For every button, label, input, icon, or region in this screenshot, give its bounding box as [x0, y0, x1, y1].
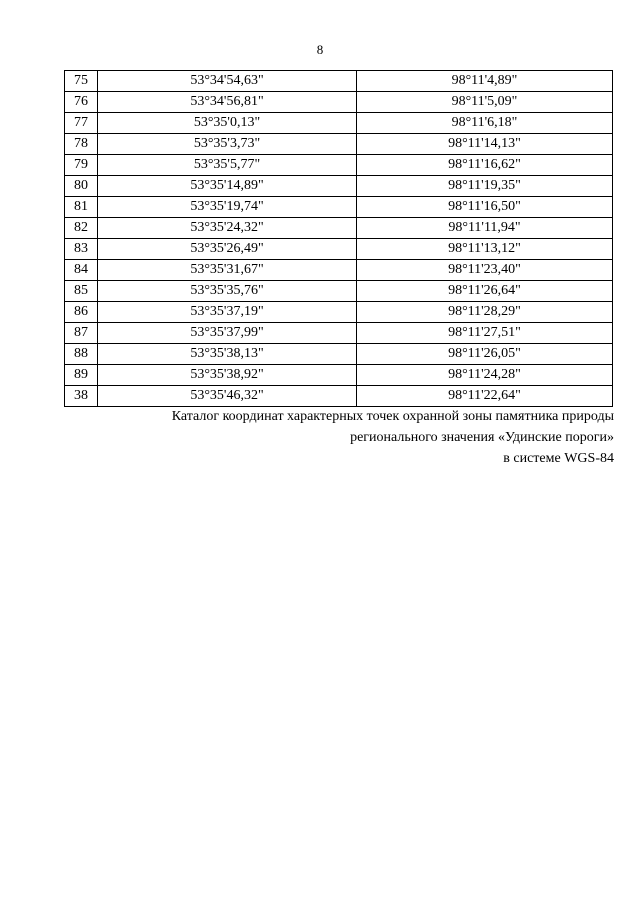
point-number-cell: 89 — [65, 365, 98, 386]
longitude-cell: 98°11'16,62" — [357, 155, 613, 176]
table-row — [65, 176, 613, 197]
table-row — [65, 71, 613, 92]
coordinates-table — [64, 70, 613, 407]
table-row — [65, 92, 613, 113]
table-row — [65, 302, 613, 323]
longitude-cell: 98°11'28,29" — [357, 302, 613, 323]
table-row — [65, 218, 613, 239]
latitude-cell: 53°35'0,13" — [98, 113, 357, 134]
latitude-cell: 53°34'56,81" — [98, 92, 357, 113]
point-number-cell: 81 — [65, 197, 98, 218]
longitude-cell: 98°11'16,50" — [357, 197, 613, 218]
table-row — [65, 260, 613, 281]
latitude-cell: 53°35'14,89" — [98, 176, 357, 197]
longitude-cell: 98°11'23,40" — [357, 260, 613, 281]
latitude-cell: 53°35'31,67" — [98, 260, 357, 281]
latitude-cell: 53°35'38,13" — [98, 344, 357, 365]
latitude-cell: 53°35'37,99" — [98, 323, 357, 344]
latitude-cell: 53°35'24,32" — [98, 218, 357, 239]
longitude-cell: 98°11'14,13" — [357, 134, 613, 155]
table-row — [65, 113, 613, 134]
point-number-cell: 84 — [65, 260, 98, 281]
latitude-cell: 53°35'5,77" — [98, 155, 357, 176]
table-row — [65, 344, 613, 365]
point-number-cell: 79 — [65, 155, 98, 176]
longitude-cell: 98°11'5,09" — [357, 92, 613, 113]
latitude-cell: 53°35'38,92" — [98, 365, 357, 386]
latitude-cell: 53°35'35,76" — [98, 281, 357, 302]
caption-line-1: Каталог координат характерных точек охранной зоны памятника природы — [171, 409, 614, 424]
caption-line-2: регионального значения «Удинские пороги» — [350, 430, 614, 445]
table-row — [65, 155, 613, 176]
point-number-cell: 82 — [65, 218, 98, 239]
longitude-cell: 98°11'6,18" — [357, 113, 613, 134]
table-caption — [54, 406, 614, 469]
page-number: 8 — [316, 42, 324, 57]
point-number-cell: 38 — [65, 386, 98, 407]
table-row — [65, 239, 613, 260]
point-number-cell: 88 — [65, 344, 98, 365]
longitude-cell: 98°11'22,64" — [357, 386, 613, 407]
longitude-cell: 98°11'26,64" — [357, 281, 613, 302]
point-number-cell: 85 — [65, 281, 98, 302]
point-number-cell: 80 — [65, 176, 98, 197]
point-number-cell: 87 — [65, 323, 98, 344]
point-number-cell: 83 — [65, 239, 98, 260]
latitude-cell: 53°35'37,19" — [98, 302, 357, 323]
latitude-cell: 53°35'3,73" — [98, 134, 357, 155]
point-number-cell: 76 — [65, 92, 98, 113]
longitude-cell: 98°11'13,12" — [357, 239, 613, 260]
table-row — [65, 197, 613, 218]
point-number-cell: 77 — [65, 113, 98, 134]
latitude-cell: 53°35'46,32" — [98, 386, 357, 407]
table-row — [65, 323, 613, 344]
longitude-cell: 98°11'26,05" — [357, 344, 613, 365]
point-number-cell: 86 — [65, 302, 98, 323]
longitude-cell: 98°11'4,89" — [357, 71, 613, 92]
longitude-cell: 98°11'24,28" — [357, 365, 613, 386]
table-row — [65, 134, 613, 155]
latitude-cell: 53°35'19,74" — [98, 197, 357, 218]
table-row — [65, 386, 613, 407]
longitude-cell: 98°11'27,51" — [357, 323, 613, 344]
point-number-cell: 78 — [65, 134, 98, 155]
table-row — [65, 281, 613, 302]
latitude-cell: 53°35'26,49" — [98, 239, 357, 260]
longitude-cell: 98°11'19,35" — [357, 176, 613, 197]
latitude-cell: 53°34'54,63" — [98, 71, 357, 92]
coordinates-table-body — [65, 71, 613, 407]
point-number-cell: 75 — [65, 71, 98, 92]
table-row — [65, 365, 613, 386]
caption-line-3: в системе WGS-84 — [503, 451, 614, 466]
longitude-cell: 98°11'11,94" — [357, 218, 613, 239]
